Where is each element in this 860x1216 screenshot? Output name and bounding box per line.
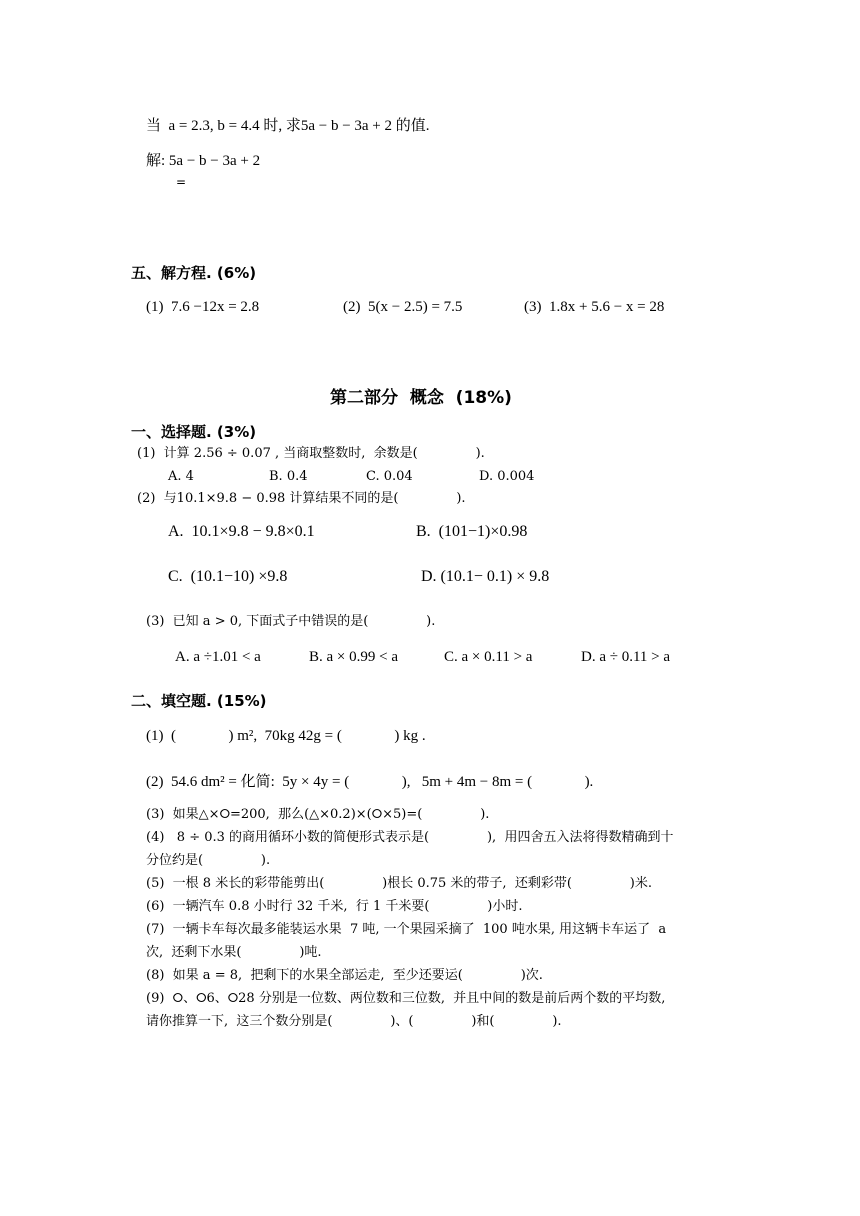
fill-item-7: (7) 一辆卡车每次最多能装运水果 7 吨, 一个果园采摘了 100 吨水果, 用这辆卡车运了 a [146, 922, 667, 937]
fill-item-2: (2) 54.6 dm² = 化简: 5y × 4y = ( ), 5m + 4m − 8m = ( ). [146, 774, 594, 790]
choice-q2: (2) 与10.1×9.8 − 0.98 计算结果不同的是( ). [137, 491, 466, 506]
fill-item-4-cont: 分位约是( ). [146, 853, 271, 868]
equation-2: (2) 5(x − 2.5) = 7.5 [343, 299, 463, 315]
solution-equals: = [176, 175, 187, 189]
q1-option-a: A. 4 [168, 469, 194, 484]
q3-option-b: B. a × 0.99 < a [309, 649, 398, 665]
question-text: 当 a = 2.3, b = 4.4 时, 求5a − b − 3a + 2 的值. [146, 118, 430, 134]
q1-option-b: B. 0.4 [269, 469, 308, 484]
fill-item-3: (3) 如果△×⭘=200, 那么(△×0.2)×(⭘×5)=( ). [146, 807, 490, 822]
part2-title: 第二部分 概念 (18%) [330, 388, 512, 408]
q3-option-a: A. a ÷1.01 < a [175, 649, 261, 665]
q2-option-d: D. (10.1− 0.1) × 9.8 [421, 568, 550, 585]
fill-item-9: (9) ⭘、⭘6、⭘28 分别是一位数、两位数和三位数, 并且中间的数是前后两个数的平均数, [146, 991, 666, 1006]
fill-item-9-cont: 请你推算一下, 这三个数分别是( )、( )和( ). [146, 1014, 562, 1029]
fill-item-8: (8) 如果 a = 8, 把剩下的水果全部运走, 至少还要运( )次. [146, 968, 543, 983]
solution-text: 解: 5a − b − 3a + 2 [146, 153, 261, 169]
choice-q3: (3) 已知 a > 0, 下面式子中错误的是( ). [146, 614, 436, 629]
equation-1: (1) 7.6 −12x = 2.8 [146, 299, 260, 315]
choice-heading: 一、选择题. (3%) [131, 423, 257, 441]
q1-option-d: D. 0.004 [479, 469, 535, 484]
section5-heading: 五、解方程. (6%) [131, 264, 257, 282]
choice-q1: (1) 计算 2.56 ÷ 0.07 , 当商取整数时, 余数是( ). [137, 446, 485, 461]
q3-option-c: C. a × 0.11 > a [444, 649, 533, 665]
fill-heading: 二、填空题. (15%) [131, 692, 267, 710]
fill-item-1: (1) ( ) m², 70kg 42g = ( ) kg . [146, 728, 426, 744]
q3-option-d: D. a ÷ 0.11 > a [581, 649, 671, 665]
fill-item-6: (6) 一辆汽车 0.8 小时行 32 千米, 行 1 千米要( )小时. [146, 899, 523, 914]
q2-option-b: B. (101−1)×0.98 [416, 523, 528, 540]
q2-option-a: A. 10.1×9.8 − 9.8×0.1 [168, 523, 315, 540]
fill-item-5: (5) 一根 8 米长的彩带能剪出( )根长 0.75 米的带子, 还剩彩带( )米. [146, 876, 652, 891]
fill-item-7-cont: 次, 还剩下水果( )吨. [146, 945, 322, 960]
q1-option-c: C. 0.04 [366, 469, 413, 484]
equation-3: (3) 1.8x + 5.6 − x = 28 [524, 299, 665, 315]
q2-option-c: C. (10.1−10) ×9.8 [168, 568, 288, 585]
fill-item-4: (4) 8 ÷ 0.3 的商用循环小数的简便形式表示是( ), 用四舍五入法将得数精确到十 [146, 830, 674, 845]
